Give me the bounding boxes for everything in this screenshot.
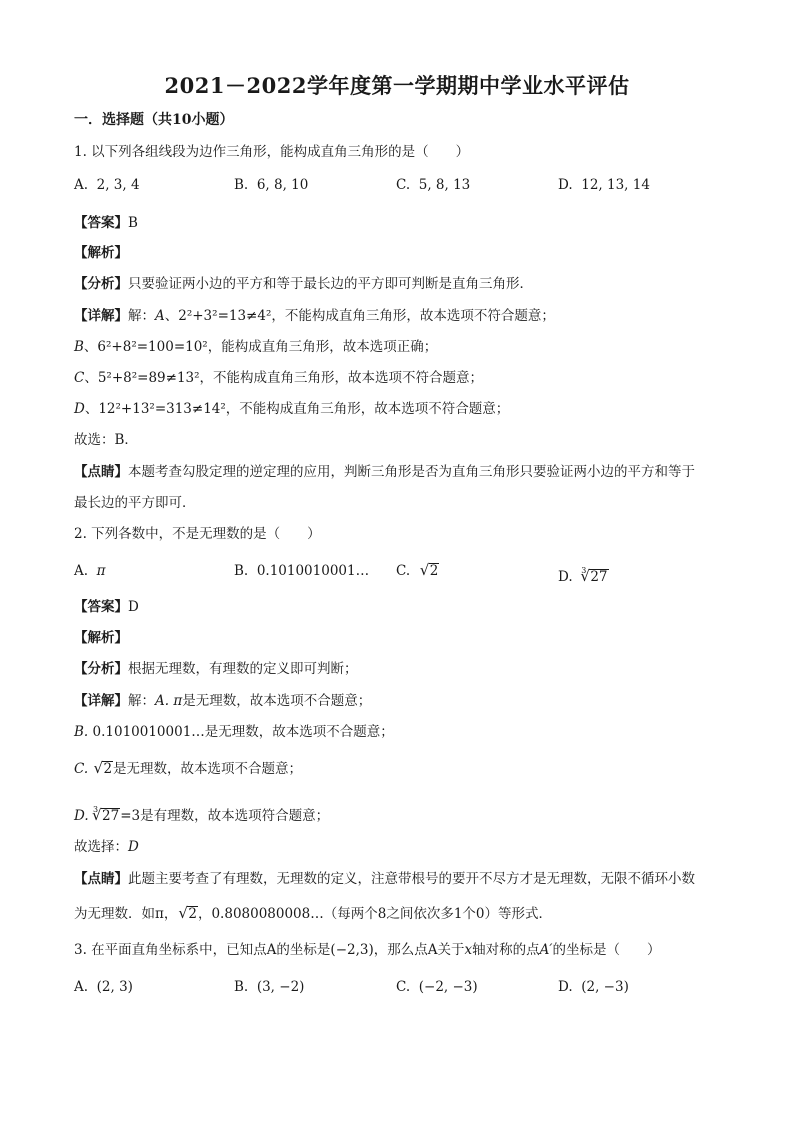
sqrt-expression — [420, 562, 440, 580]
detail-text: 、6²+8²=100=10²，能构成直角三角形，故本选项正确； — [83, 339, 438, 355]
detail-text: 是无理数，故本选项不合题意； — [113, 761, 303, 777]
option-letter: A. — [74, 177, 89, 193]
q1-choose: 故选：B． — [74, 432, 138, 448]
detail-letter: B — [74, 339, 84, 355]
answer-value: D — [128, 599, 139, 615]
answer-tag: 【答案】 — [74, 599, 128, 615]
q2-option-a — [74, 562, 106, 580]
answer-value: B — [128, 215, 138, 231]
option-text: (2, 3) — [96, 979, 133, 995]
option-text: 6, 8, 10 — [256, 177, 309, 193]
q1-fenxi — [74, 275, 734, 293]
option-letter: C. — [396, 563, 411, 579]
detail-letter: A. — [155, 693, 170, 709]
pi-symbol: π — [96, 563, 106, 579]
fenxi-tag: 【分析】 — [74, 276, 128, 292]
fenxi-text: 只要验证两小边的平方和等于最长边的平方即可判断是直角三角形． — [128, 276, 533, 292]
analysis-tag: 【解析】 — [74, 245, 128, 261]
dianjing-text: ，0.8080080008…（每两个8之间依次多1个0）等形式． — [197, 906, 553, 922]
detail-text: 、12²+13²=313≠14²，不能构成直角三角形，故本选项不符合题意； — [84, 401, 510, 417]
option-letter: A. — [74, 563, 89, 579]
option-text: (2, −3) — [581, 979, 629, 995]
choose-letter: D — [128, 839, 139, 855]
option-letter: A. — [74, 979, 89, 995]
q1-answer — [74, 214, 734, 232]
fenxi-text: 根据无理数，有理数的定义即可判断； — [128, 661, 358, 677]
section-heading: 一．选择题（共10小题） — [74, 112, 234, 128]
q2-dianjing-line-1 — [74, 870, 734, 888]
root-index: 3 — [92, 805, 99, 814]
detail-letter: D — [74, 401, 85, 417]
option-letter: B. — [234, 979, 249, 995]
detail-prefix: 解： — [128, 693, 155, 709]
q2-choose — [74, 838, 734, 856]
dianjing-text: 本题考查勾股定理的逆定理的应用，判断三角形是否为直角三角形只要验证两小边的平方和等于 — [128, 464, 695, 480]
detail-text: =3是有理数，故本选项符合题意； — [120, 808, 330, 824]
option-letter: D. — [558, 569, 573, 585]
q3-option-c — [396, 978, 478, 996]
q2-detail-line-b — [74, 723, 734, 741]
q1-option-d — [558, 176, 650, 194]
radicand: 2 — [188, 906, 197, 922]
question-2-stem: 2. 下列各数中，不是无理数的是（ ） — [74, 526, 321, 542]
q2-option-d — [558, 562, 609, 586]
stem-text: ，那么点A关于 — [373, 942, 465, 958]
q1-detail-line-a — [74, 307, 734, 325]
option-text: 5, 8, 13 — [418, 177, 471, 193]
q1-dianjing-line-2: 最长边的平方即可． — [74, 495, 196, 511]
q1-dianjing-line-1 — [74, 463, 734, 481]
cube-root-expression — [92, 807, 120, 825]
option-text: 12, 13, 14 — [581, 177, 650, 193]
q2-detail-line-a — [74, 692, 734, 710]
q2-analysis-tag — [74, 629, 734, 647]
q2-fenxi — [74, 660, 734, 678]
option-text: (3, −2) — [256, 979, 305, 995]
detail-tag: 【详解】 — [74, 693, 128, 709]
radicand: 2 — [429, 563, 439, 579]
detail-text: 、2²+3²=13≠4²，不能构成直角三角形，故本选项不符合题意； — [164, 308, 555, 324]
q2-dianjing-line-2 — [74, 905, 734, 923]
detail-text: 是无理数，故本选项不合题意； — [182, 693, 372, 709]
stem-text: 轴对称的点 — [472, 942, 540, 958]
dianjing-text: 为无理数．如π， — [74, 906, 178, 922]
detail-text: 、5²+8²=89≠13²，不能构成直角三角形，故本选项不符合题意； — [84, 370, 484, 386]
detail-tag: 【详解】 — [74, 308, 128, 324]
option-text: (−2, −3) — [418, 979, 478, 995]
coordinate: (−2,3) — [330, 942, 374, 958]
question-3-stem — [74, 941, 734, 959]
detail-letter: B. — [74, 724, 89, 740]
detail-letter: A — [155, 308, 165, 324]
detail-letter: D. — [74, 808, 89, 824]
option-letter: C. — [396, 177, 411, 193]
answer-tag: 【答案】 — [74, 215, 128, 231]
option-letter: D. — [558, 979, 573, 995]
stem-text: 的坐标是（ ） — [552, 942, 661, 958]
q1-option-c — [396, 176, 470, 194]
stem-text: 3. 在平面直角坐标系中，已知点A的坐标是 — [74, 942, 331, 958]
q2-option-b — [234, 562, 369, 580]
pi-symbol: π — [173, 693, 183, 709]
dianjing-tag: 【点睛】 — [74, 871, 128, 887]
fenxi-tag: 【分析】 — [74, 661, 128, 677]
page-title: 2021－2022学年度第一学期期中学业水平评估 — [164, 73, 630, 98]
option-letter: B. — [234, 563, 249, 579]
question-1-stem: 1. 以下列各组线段为边作三角形，能构成直角三角形的是（ ） — [74, 144, 470, 160]
option-text: 0.1010010001… — [256, 563, 370, 579]
root-index: 3 — [581, 566, 587, 575]
sqrt-expression — [93, 760, 113, 778]
choose-prefix: 故选择： — [74, 839, 128, 855]
q3-option-b — [234, 978, 304, 996]
point-name: A′ — [539, 942, 553, 958]
q2-detail-line-c — [74, 760, 734, 778]
radicand: 2 — [103, 761, 113, 777]
q3-option-d — [558, 978, 629, 996]
q2-option-c — [396, 562, 439, 580]
sqrt-expression — [178, 905, 198, 923]
detail-text: 0.1010010001…是无理数，故本选项不合题意； — [92, 724, 394, 740]
q1-analysis-tag — [74, 244, 734, 262]
q1-detail-line-d — [74, 400, 734, 418]
dianjing-text: 此题主要考查了有理数，无理数的定义，注意带根号的要开不尽方才是无理数，无限不循环小数 — [128, 871, 695, 887]
q3-option-a — [74, 978, 133, 996]
option-letter: B. — [234, 177, 249, 193]
q2-answer — [74, 598, 734, 616]
q1-detail-line-c — [74, 369, 734, 387]
option-text: 2, 3, 4 — [96, 177, 140, 193]
cube-root-expression — [580, 568, 608, 586]
analysis-tag: 【解析】 — [74, 630, 128, 646]
radicand: 27 — [590, 569, 608, 585]
q1-option-b — [234, 176, 308, 194]
q2-detail-line-d — [74, 801, 734, 825]
radicand: 27 — [102, 808, 120, 824]
option-letter: D. — [558, 177, 573, 193]
detail-prefix: 解： — [128, 308, 155, 324]
q1-option-a — [74, 176, 140, 194]
detail-letter: C. — [74, 761, 89, 777]
q1-detail-line-b — [74, 338, 734, 356]
option-letter: C. — [396, 979, 411, 995]
dianjing-tag: 【点睛】 — [74, 464, 128, 480]
detail-letter: C — [74, 370, 85, 386]
axis-name: x — [464, 942, 473, 958]
